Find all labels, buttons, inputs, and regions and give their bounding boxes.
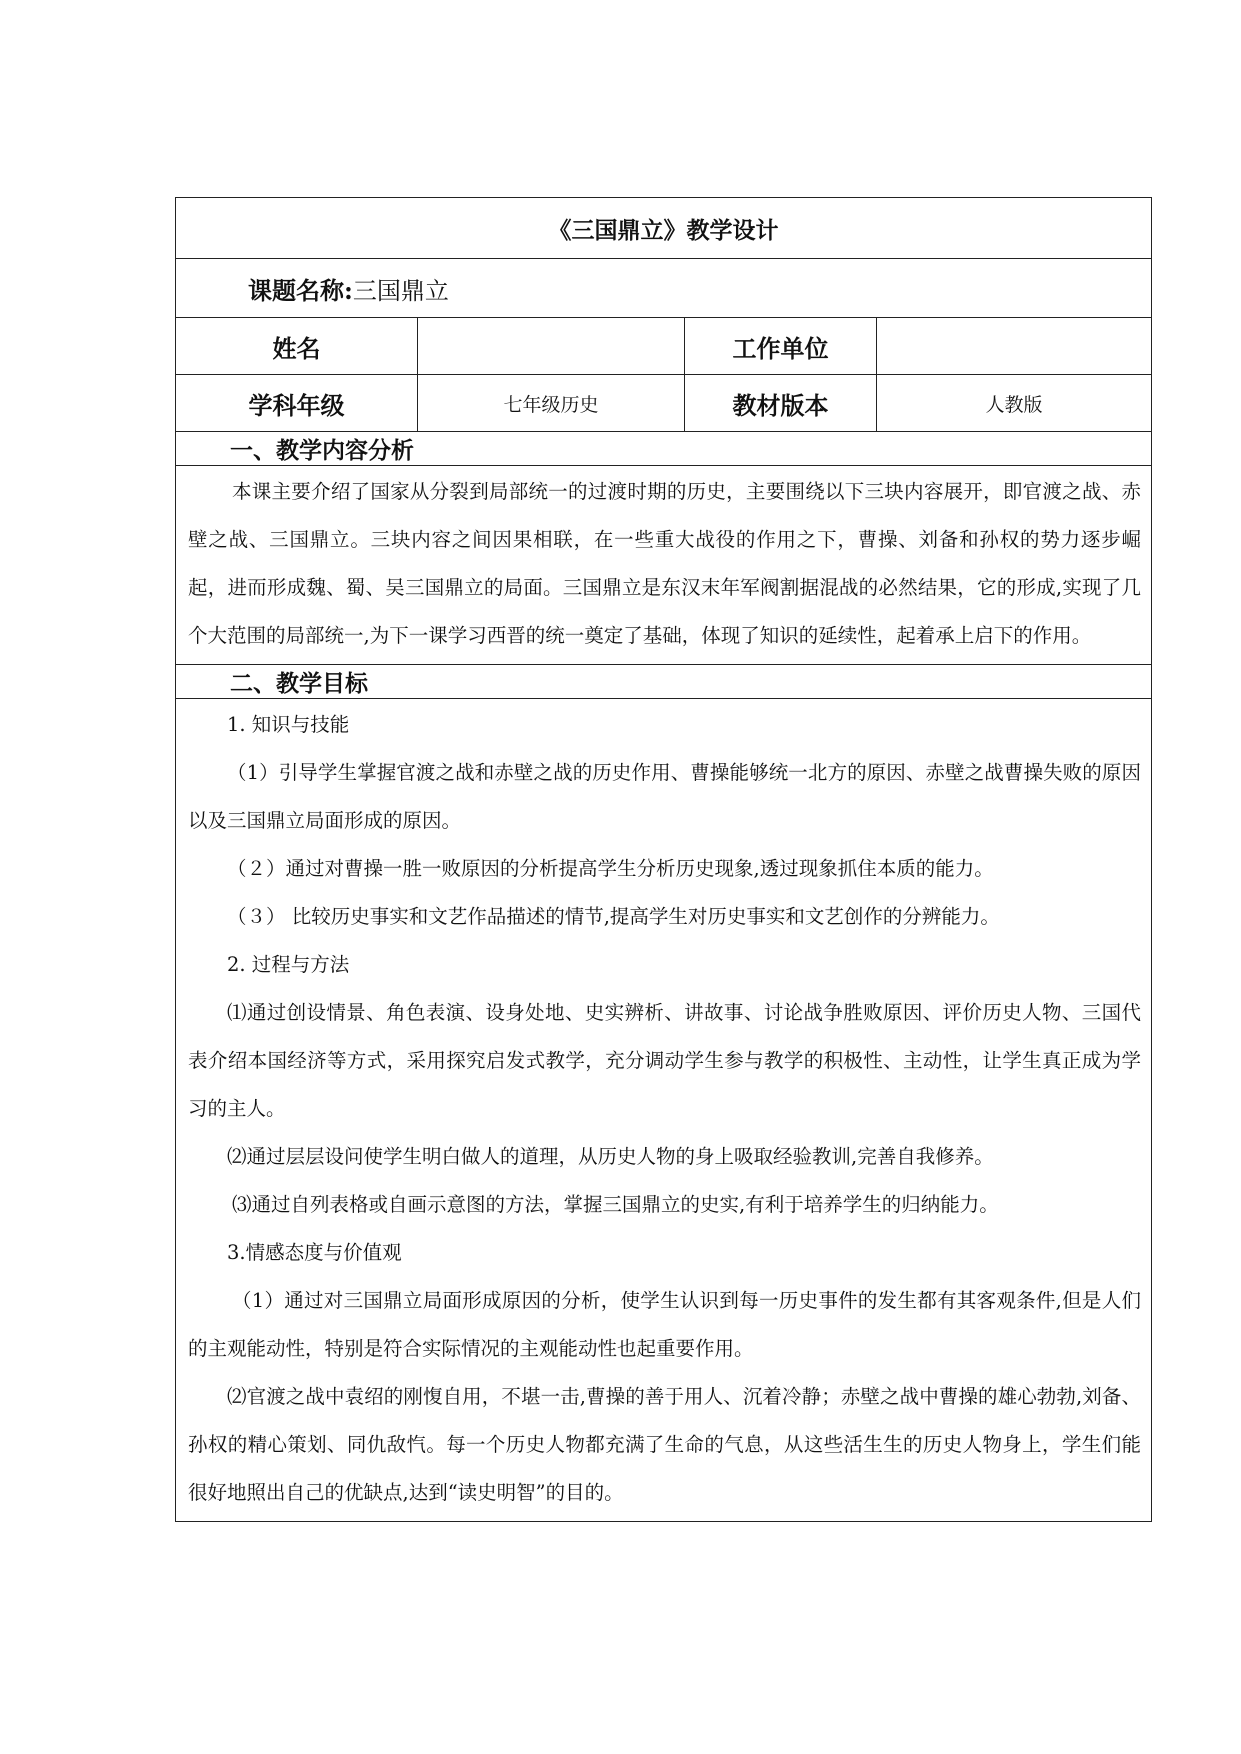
name-value — [418, 318, 685, 375]
edition-value: 人教版 — [877, 375, 1152, 432]
objective-paragraph: （1）引导学生掌握官渡之战和赤壁之战的历史作用、曹操能够统一北方的原因、赤壁之战曹操失败的原因以及三国鼎立局面形成的原因。 — [188, 761, 1141, 832]
edition-label: 教材版本 — [685, 375, 877, 432]
objective-heading-knowledge: 1. 知识与技能 — [227, 713, 350, 736]
lesson-plan-table — [175, 197, 1152, 1522]
objective-paragraph: （２）通过对曹操一胜一败原因的分析提高学生分析历史现象,透过现象抓住本质的能力。 — [227, 857, 994, 880]
content-analysis-paragraph: 本课主要介绍了国家从分裂到局部统一的过渡时期的历史，主要围绕以下三块内容展开，即官渡之战、赤壁之战、三国鼎立。三块内容之间因果相联，在一些重大战役的作用之下，曹操、刘备和孙权的势力逐步崛起，进而形成魏、蜀、吴三国鼎立的局面。三国鼎立是东汉末年军阀割据混战的必然结果，它的形成,实现了几个大范围的局部统一,为下一课学习西晋的统一奠定了基础，体现了知识的延续性，起着承上启下的作用。 — [188, 480, 1141, 647]
objective-paragraph: ⑶通过自列表格或自画示意图的方法，掌握三国鼎立的史实,有利于培养学生的归纳能力。 — [232, 1193, 999, 1216]
objective-paragraph: ⑵通过层层设问使学生明白做人的道理，从历史人物的身上吸取经验教训,完善自我修养。 — [227, 1145, 994, 1168]
section-content-analysis-body — [176, 466, 1152, 665]
topic-value: 三国鼎立 — [352, 276, 449, 305]
document-title: 《三国鼎立》教学设计 — [176, 198, 1152, 259]
section-content-analysis-heading: 一、教学内容分析 — [176, 432, 1152, 466]
grade-value: 七年级历史 — [418, 375, 685, 432]
topic-label: 课题名称: — [248, 275, 353, 305]
unit-value — [877, 318, 1152, 375]
topic-row — [176, 259, 1152, 318]
name-label: 姓名 — [176, 318, 418, 375]
unit-label: 工作单位 — [685, 318, 877, 375]
objective-paragraph: ⑵官渡之战中袁绍的刚愎自用，不堪一击,曹操的善于用人、沉着冷静；赤壁之战中曹操的雄心勃勃,刘备、孙权的精心策划、同仇敌忾。每一个历史人物都充满了生命的气息，从这些活生生的历史人物身上，学生们能很好地照出自己的优缺点,达到“读史明智”的目的。 — [188, 1385, 1141, 1504]
grade-label: 学科年级 — [176, 375, 418, 432]
objective-heading-values: 3.情感态度与价值观 — [227, 1241, 402, 1264]
objective-heading-process: 2. 过程与方法 — [227, 953, 350, 976]
objective-paragraph: （３） 比较历史事实和文艺作品描述的情节,提高学生对历史事实和文艺创作的分辨能力。 — [227, 905, 1000, 928]
section-objectives-heading: 二、教学目标 — [176, 665, 1152, 699]
section-objectives-body — [176, 699, 1152, 1522]
objective-paragraph: （1）通过对三国鼎立局面形成原因的分析，使学生认识到每一历史事件的发生都有其客观条件,但是人们的主观能动性，特别是符合实际情况的主观能动性也起重要作用。 — [188, 1289, 1141, 1360]
objective-paragraph: ⑴通过创设情景、角色表演、设身处地、史实辨析、讲故事、讨论战争胜败原因、评价历史人物、三国代表介绍本国经济等方式，采用探究启发式教学，充分调动学生参与教学的积极性、主动性，让学生真正成为学习的主人。 — [188, 1001, 1141, 1120]
